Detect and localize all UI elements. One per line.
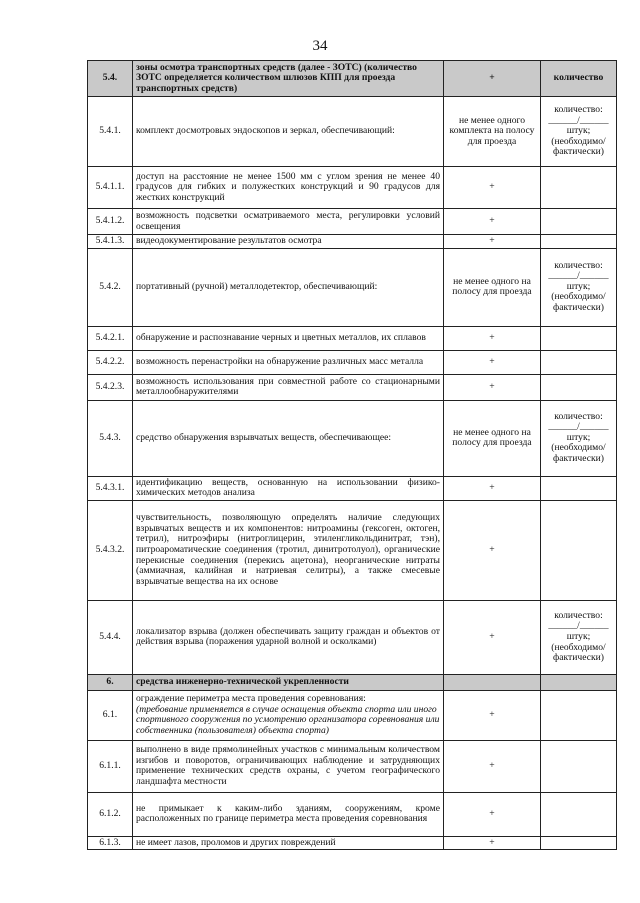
row-description-text: идентификацию веществ, основанную на использовании физико-химических методов анализа — [136, 476, 440, 499]
row-quantity — [541, 209, 617, 235]
row-requirement — [444, 400, 541, 476]
row-description — [133, 326, 444, 350]
row-quantity — [541, 350, 617, 374]
row-requirement-text: + — [489, 181, 495, 193]
row-description — [133, 476, 444, 500]
page-number: 34 — [312, 38, 328, 54]
row-number — [88, 326, 133, 350]
table-row — [88, 792, 617, 836]
requirements-table — [87, 60, 617, 850]
row-number — [88, 97, 133, 167]
row-description-text: не имеет лазов, проломов и других повреждений — [136, 836, 336, 848]
row-description — [133, 97, 444, 167]
table-row — [88, 476, 617, 500]
row-number-text: 6.1. — [102, 708, 118, 720]
row-requirement-text: + — [489, 630, 495, 642]
row-number-text: 5.4.4. — [99, 630, 121, 642]
row-requirement — [444, 476, 541, 500]
row-number — [88, 690, 133, 740]
row-quantity — [541, 167, 617, 209]
row-requirement — [444, 235, 541, 249]
row-note: (требование применяется в случае оснащения объекта спорта или иного спортивного сооружения по усмотрению организатора соревнования или собственника (пользователя) объекта спорта) — [136, 703, 440, 736]
row-quantity-text: количество — [553, 72, 604, 84]
row-requirement — [444, 792, 541, 836]
row-description — [133, 740, 444, 792]
table-row — [88, 235, 617, 249]
row-requirement-text: + — [489, 759, 495, 771]
row-number-text: 6.1.3. — [99, 836, 121, 848]
row-quantity-text: количество: ______/______ штук; (необходимо/ фактически) — [548, 259, 609, 313]
table-row — [88, 690, 617, 740]
row-number — [88, 167, 133, 209]
row-number-text: 5.4.3. — [99, 431, 121, 443]
row-requirement — [444, 209, 541, 235]
row-quantity-text: количество: ______/______ штук; (необходимо/ фактически) — [548, 410, 609, 464]
row-requirement — [444, 600, 541, 674]
row-number — [88, 248, 133, 326]
row-description — [133, 350, 444, 374]
table-row — [88, 350, 617, 374]
row-quantity — [541, 374, 617, 400]
row-number — [88, 836, 133, 850]
table-row — [88, 167, 617, 209]
row-quantity — [541, 97, 617, 167]
section-row — [88, 61, 617, 97]
row-description-text: видеодокументирование результатов осмотра — [136, 235, 322, 246]
row-number — [88, 600, 133, 674]
row-requirement — [444, 690, 541, 740]
row-number — [88, 350, 133, 374]
row-description — [133, 167, 444, 209]
row-number-text: 6. — [106, 675, 114, 687]
row-quantity — [541, 235, 617, 249]
row-number — [88, 209, 133, 235]
table-row — [88, 740, 617, 792]
table-row — [88, 248, 617, 326]
row-description-text: не примыкает к каким-либо зданиям, сооружениям, кроме расположенных по границе периметра места проведения соревнования — [136, 802, 440, 825]
row-number-text: 6.1.1. — [99, 759, 121, 771]
table-row — [88, 326, 617, 350]
row-description-text: чувствительность, позволяющую определять наличие следующих взрывчатых веществ и их компонентов: нитроамины (гексоген, октоген, тетрил), нитроэфиры (нитроглицерин, этиленгликольдинитрат, тэн), питроароматические соединения (тротил, динитротолуол), органические перекисные соединения (перекись ацетона), неорганические нитраты (аммиачная, калийная и натриевая селитры), а также смесевые взрывчатые вещества на их основе — [136, 512, 440, 587]
row-quantity — [541, 476, 617, 500]
row-description-text: комплект досмотровых эндоскопов и зеркал, обеспечивающий: — [136, 125, 395, 137]
row-number — [88, 740, 133, 792]
row-number — [88, 674, 133, 690]
row-description — [133, 690, 444, 740]
row-description-text: возможность подсветки осматриваемого места, регулировки условий освещения — [136, 209, 440, 232]
row-description-text: возможность использования при совместной работе со стационарными металлообнаружителями — [136, 375, 440, 398]
row-description-text: выполнено в виде прямолинейных участков с минимальным количеством изгибов и поворотов, ограничивающих наблюдение и затрудняющих применение технических средств охраны, с учетом географического ландшафта местности — [136, 744, 440, 787]
row-quantity-text: количество: ______/______ штук; (необходимо/ фактически) — [548, 609, 609, 664]
row-number-text: 5.4.1.1. — [95, 181, 125, 193]
row-quantity — [541, 740, 617, 792]
row-requirement — [444, 97, 541, 167]
row-requirement-text: + — [489, 380, 495, 392]
row-description-text: средство обнаружения взрывчатых веществ, обеспечивающее: — [136, 431, 392, 443]
row-description — [133, 792, 444, 836]
row-number-text: 6.1.2. — [99, 807, 121, 819]
row-requirement-text: + — [489, 215, 495, 227]
row-requirement — [444, 674, 541, 690]
row-description — [133, 836, 444, 850]
row-description-text: обнаружение и распознавание черных и цветных металлов, их сплавов — [136, 331, 426, 343]
row-description — [133, 235, 444, 249]
row-description-text: портативный (ручной) металлодетектор, обеспечивающий: — [136, 280, 378, 292]
row-number-text: 5.4.2.1. — [95, 331, 125, 343]
row-description-text: зоны осмотра транспортных средств (далее - ЗОТС) (количество ЗОТС определяется количеством шлюзов КПП для проезда транспортных средств) — [136, 61, 417, 94]
row-description-text: средства инженерно-технической укрепленности — [136, 675, 349, 687]
table-row — [88, 374, 617, 400]
row-requirement-text: + — [489, 481, 495, 493]
row-number-text: 5.4. — [102, 72, 118, 84]
table-row — [88, 500, 617, 600]
row-quantity — [541, 600, 617, 674]
table-row — [88, 209, 617, 235]
row-number-text: 5.4.1.2. — [95, 215, 125, 227]
row-quantity — [541, 248, 617, 326]
row-requirement-text: + — [489, 72, 495, 84]
row-number — [88, 61, 133, 97]
table-row — [88, 600, 617, 674]
row-description-text: локализатор взрыва (должен обеспечивать защиту граждан и объектов от действия взрыва (поражения ударной волной и осколками) — [136, 625, 440, 648]
row-number — [88, 500, 133, 600]
row-description — [133, 674, 444, 690]
row-requirement-text: не менее одного комплекта на полосу для проезда — [449, 114, 535, 147]
row-requirement-text: не менее одного на полосу для проезда — [452, 426, 532, 449]
row-requirement-text: + — [489, 543, 495, 555]
row-number — [88, 792, 133, 836]
row-requirement-text: + — [489, 235, 495, 246]
row-quantity — [541, 326, 617, 350]
row-quantity — [541, 674, 617, 690]
row-requirement-text: + — [489, 807, 495, 819]
row-quantity — [541, 500, 617, 600]
row-number-text: 5.4.3.1. — [95, 481, 125, 493]
row-requirement — [444, 350, 541, 374]
table-row — [88, 97, 617, 167]
row-description — [133, 374, 444, 400]
row-requirement — [444, 836, 541, 850]
row-requirement-text: + — [489, 331, 495, 343]
row-requirement — [444, 374, 541, 400]
row-requirement — [444, 167, 541, 209]
row-number — [88, 374, 133, 400]
row-description-text: ограждение периметра места проведения соревнования: — [136, 693, 366, 705]
row-description — [133, 209, 444, 235]
row-quantity — [541, 836, 617, 850]
row-description-text: возможность перенастройки на обнаружение различных масс металла — [136, 355, 424, 367]
row-requirement-text: не менее одного на полосу для проезда — [452, 275, 532, 298]
row-number-text: 5.4.3.2. — [95, 543, 125, 555]
row-description — [133, 61, 444, 97]
section-row — [88, 674, 617, 690]
row-number-text: 5.4.2. — [99, 280, 121, 292]
row-number — [88, 476, 133, 500]
row-quantity — [541, 400, 617, 476]
row-requirement — [444, 500, 541, 600]
row-quantity — [541, 690, 617, 740]
row-description — [133, 400, 444, 476]
row-requirement — [444, 326, 541, 350]
row-requirement — [444, 248, 541, 326]
row-requirement — [444, 740, 541, 792]
row-description — [133, 500, 444, 600]
row-description — [133, 248, 444, 326]
row-number-text: 5.4.2.3. — [95, 380, 125, 392]
table-row — [88, 836, 617, 850]
row-number-text: 5.4.1. — [99, 125, 121, 137]
row-quantity-text: количество: ______/______ штук; (необходимо/ фактически) — [548, 104, 609, 158]
table-row — [88, 400, 617, 476]
row-number — [88, 400, 133, 476]
row-quantity — [541, 792, 617, 836]
row-description — [133, 600, 444, 674]
row-requirement-text: + — [489, 708, 495, 720]
row-requirement — [444, 61, 541, 97]
row-description-text: доступ на расстояние не менее 1500 мм с углом зрения не менее 40 градусов для гибких и полужестких конструкций и 90 градусов для жестких конструкций — [136, 170, 440, 203]
row-quantity — [541, 61, 617, 97]
row-number — [88, 235, 133, 249]
row-requirement-text: + — [489, 355, 495, 367]
row-number-text: 5.4.1.3. — [95, 235, 125, 246]
row-number-text: 5.4.2.2. — [95, 355, 125, 367]
row-requirement-text: + — [489, 836, 495, 848]
